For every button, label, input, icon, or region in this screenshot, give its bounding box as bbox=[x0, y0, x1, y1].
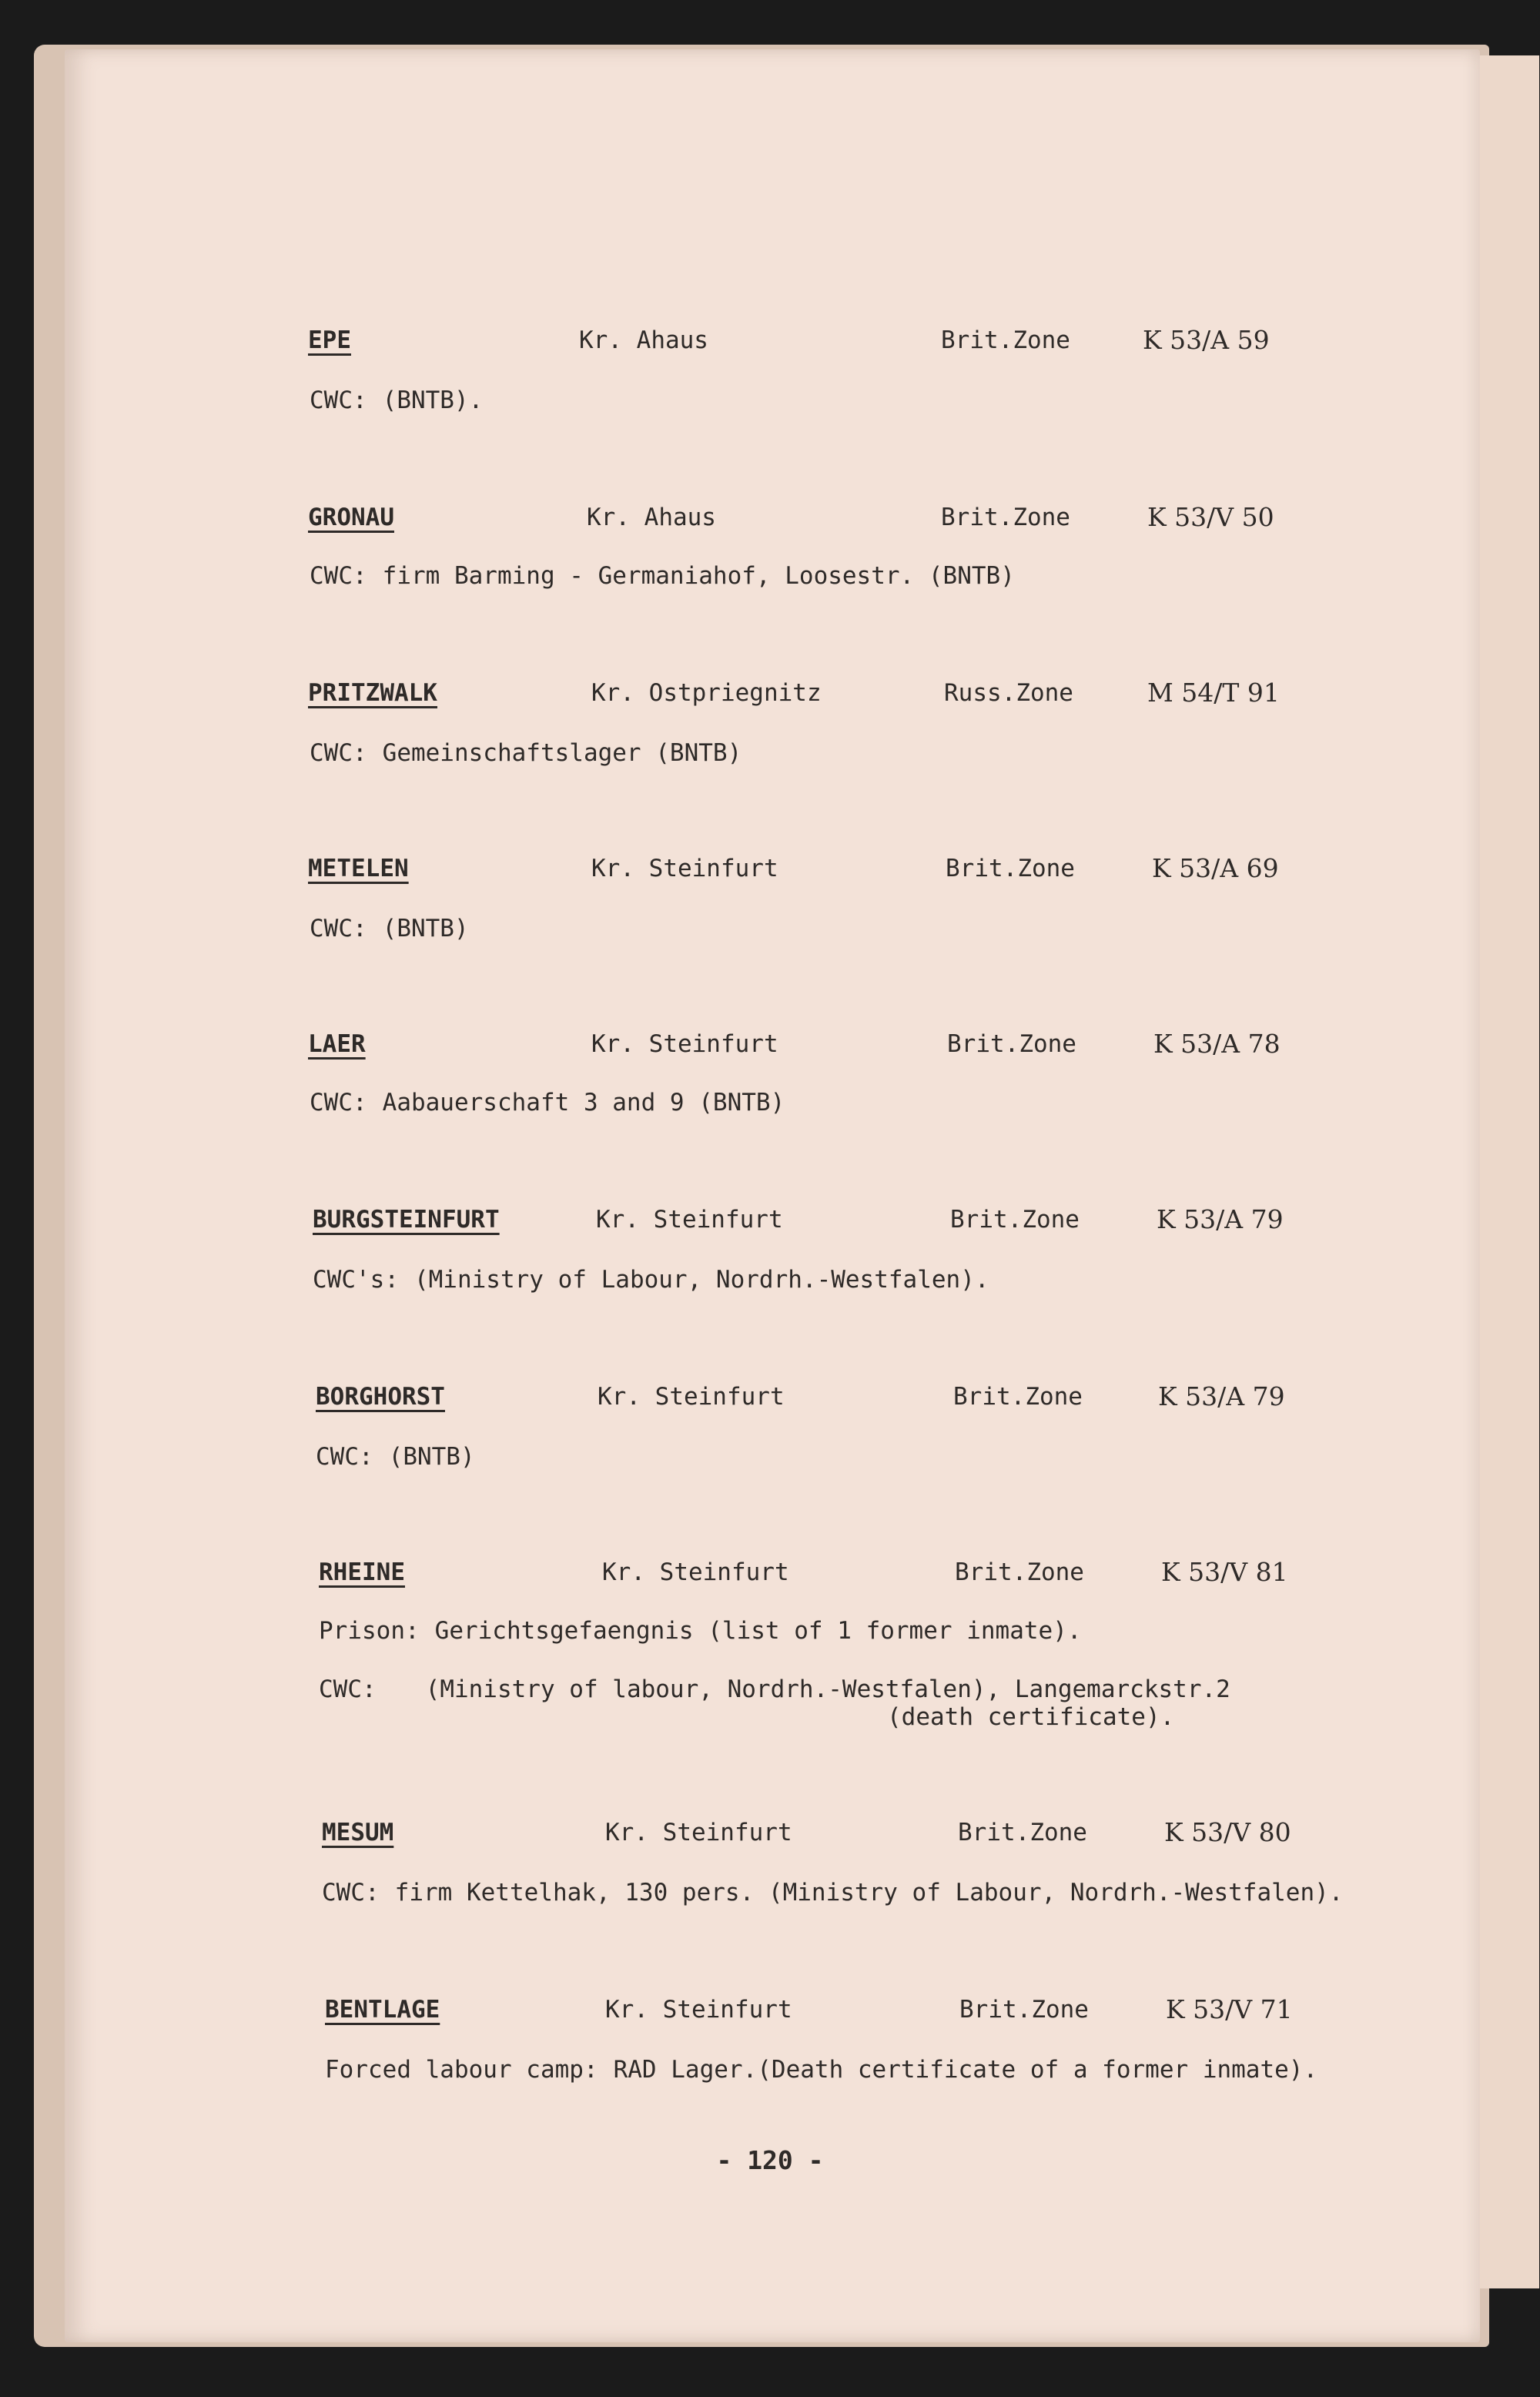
description-label: CWC's: bbox=[313, 1266, 399, 1294]
zone: Brit.Zone bbox=[946, 855, 1075, 882]
zone: Brit.Zone bbox=[950, 1206, 1080, 1234]
zone: Russ.Zone bbox=[944, 679, 1073, 707]
description-text: (Ministry of Labour, Nordrh.-Westfalen). bbox=[413, 1266, 989, 1294]
description-line bbox=[325, 2053, 1317, 2087]
place-name: MESUM bbox=[322, 1819, 394, 1846]
zone: Brit.Zone bbox=[955, 1558, 1084, 1586]
description-label: CWC: bbox=[310, 562, 367, 590]
description-label: CWC: bbox=[310, 1089, 367, 1116]
description-text: firm Kettelhak, 130 pers. (Ministry of Labour, Nordrh.-Westfalen). bbox=[394, 1879, 1344, 1907]
description-text: Gerichtsgefaengnis (list of 1 former inmate). bbox=[434, 1617, 1082, 1645]
place-name: BORGHORST bbox=[316, 1383, 445, 1411]
description-line bbox=[319, 1614, 1082, 1648]
description-line bbox=[310, 1086, 785, 1120]
description-text: Aabauerschaft 3 and 9 (BNTB) bbox=[382, 1089, 785, 1116]
zone: Brit.Zone bbox=[953, 1383, 1083, 1411]
description-text: (BNTB) bbox=[388, 1443, 475, 1471]
description-label: CWC: bbox=[310, 739, 367, 767]
page-number: - 120 - bbox=[716, 2145, 824, 2175]
reference-code: K 53/V 81 bbox=[1161, 1557, 1288, 1587]
description-line bbox=[310, 736, 742, 770]
district: Kr. Steinfurt bbox=[605, 1819, 792, 1846]
place-name: LAER bbox=[308, 1030, 366, 1058]
description-label: Forced labour camp: bbox=[325, 2056, 598, 2084]
reference-code: K 53/V 71 bbox=[1166, 1994, 1293, 2024]
district: Kr. Steinfurt bbox=[591, 855, 778, 882]
description-label: CWC: bbox=[310, 915, 367, 942]
zone: Brit.Zone bbox=[959, 1996, 1089, 2024]
description-text: (BNTB) bbox=[382, 915, 469, 942]
description-continuation: (death certificate). bbox=[887, 1703, 1175, 1731]
description-line bbox=[310, 912, 469, 946]
description-text: Gemeinschaftslager (BNTB) bbox=[382, 739, 742, 767]
district: Kr. Ahaus bbox=[579, 326, 708, 354]
description-text: firm Barming - Germaniahof, Loosestr. (BNTB) bbox=[382, 562, 1015, 590]
description-label: CWC: bbox=[310, 387, 367, 414]
description-text: (BNTB). bbox=[382, 387, 484, 414]
description-label: CWC: bbox=[319, 1676, 377, 1703]
reference-code: K 53/A 69 bbox=[1152, 853, 1279, 883]
district: Kr. Steinfurt bbox=[605, 1996, 792, 2024]
description-text: RAD Lager.(Death certificate of a former inmate). bbox=[613, 2056, 1318, 2084]
district: Kr. Steinfurt bbox=[602, 1558, 789, 1586]
reference-code: K 53/A 79 bbox=[1157, 1204, 1284, 1234]
reference-code: K 53/V 80 bbox=[1164, 1817, 1291, 1847]
description-line bbox=[313, 1263, 989, 1297]
district: Kr. Ahaus bbox=[587, 504, 716, 531]
place-name: RHEINE bbox=[319, 1558, 405, 1586]
zone: Brit.Zone bbox=[947, 1030, 1076, 1058]
description-text: (Ministry of labour, Nordrh.-Westfalen), Langemarckstr.2 bbox=[425, 1676, 1230, 1703]
district: Kr. Steinfurt bbox=[591, 1030, 778, 1058]
description-line bbox=[310, 559, 1015, 593]
zone: Brit.Zone bbox=[941, 326, 1070, 354]
place-name: BENTLAGE bbox=[325, 1996, 440, 2024]
place-name: PRITZWALK bbox=[308, 679, 437, 707]
description-label: CWC: bbox=[322, 1879, 380, 1907]
reference-code: K 53/A 79 bbox=[1158, 1381, 1285, 1411]
reference-code: K 53/V 50 bbox=[1147, 502, 1274, 532]
district: Kr. Steinfurt bbox=[598, 1383, 785, 1411]
reference-code: K 53/A 78 bbox=[1153, 1029, 1281, 1059]
place-name: EPE bbox=[308, 326, 351, 354]
description-line bbox=[310, 383, 483, 417]
description-label: Prison: bbox=[319, 1617, 420, 1645]
description-label: CWC: bbox=[316, 1443, 373, 1471]
reference-code: K 53/A 59 bbox=[1143, 325, 1270, 355]
description-line bbox=[322, 1876, 1343, 1910]
place-name: GRONAU bbox=[308, 504, 394, 531]
district: Kr. Steinfurt bbox=[596, 1206, 783, 1234]
zone: Brit.Zone bbox=[941, 504, 1070, 531]
place-name: BURGSTEINFURT bbox=[313, 1206, 500, 1234]
next-page-edge bbox=[1477, 55, 1539, 2288]
description-line bbox=[316, 1440, 475, 1474]
place-name: METELEN bbox=[308, 855, 409, 882]
district: Kr. Ostpriegnitz bbox=[591, 679, 822, 707]
zone: Brit.Zone bbox=[958, 1819, 1087, 1846]
reference-code: M 54/T 91 bbox=[1147, 678, 1280, 708]
